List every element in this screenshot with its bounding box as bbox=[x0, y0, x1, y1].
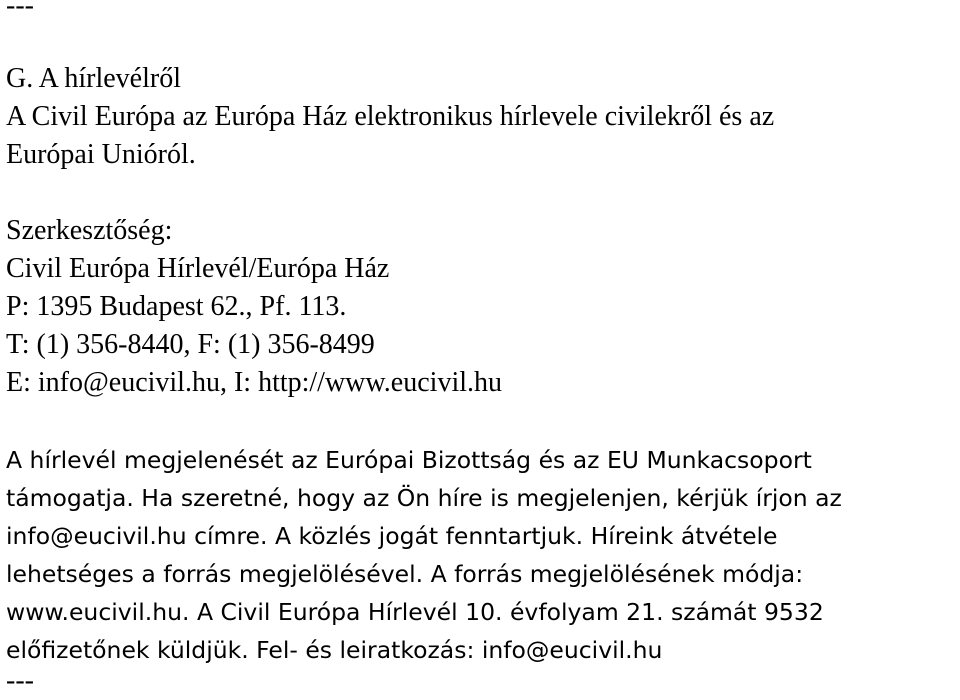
bottom-separator: --- bbox=[6, 665, 34, 696]
editorial-postal-address: P: 1395 Budapest 62., Pf. 113. bbox=[6, 291, 347, 322]
editorial-name: Civil Európa Hírlevél/Európa Ház bbox=[6, 253, 390, 284]
notice-line-5: www.eucivil.hu. A Civil Európa Hírlevél 10. évfolyam 21. számát 9532 bbox=[6, 598, 824, 626]
notice-line-2: támogatja. Ha szeretné, hogy az Ön híre is megjelenjen, kérjük írjon az bbox=[6, 484, 842, 512]
notice-line-3: info@eucivil.hu címre. A közlés jogát fenntartjuk. Híreink átvétele bbox=[6, 522, 778, 550]
editorial-phone-fax: T: (1) 356-8440, F: (1) 356-8499 bbox=[6, 329, 375, 360]
section-heading: G. A hírlevélről bbox=[6, 63, 181, 94]
top-separator: --- bbox=[6, 0, 34, 21]
editorial-label: Szerkesztőség: bbox=[6, 215, 173, 246]
notice-line-1: A hírlevél megjelenését az Európai Bizottság és az EU Munkacsoport bbox=[6, 446, 812, 474]
notice-line-4: lehetséges a forrás megjelölésével. A forrás megjelölésének módja: bbox=[6, 560, 804, 588]
intro-line-2: Európai Unióról. bbox=[6, 139, 196, 170]
editorial-email-web: E: info@eucivil.hu, I: http://www.eucivil.hu bbox=[6, 367, 503, 398]
intro-line-1: A Civil Európa az Európa Ház elektronikus hírlevele civilekről és az bbox=[6, 101, 775, 132]
notice-line-6: előfizetőnek küldjük. Fel- és leiratkozás: info@eucivil.hu bbox=[6, 636, 663, 664]
